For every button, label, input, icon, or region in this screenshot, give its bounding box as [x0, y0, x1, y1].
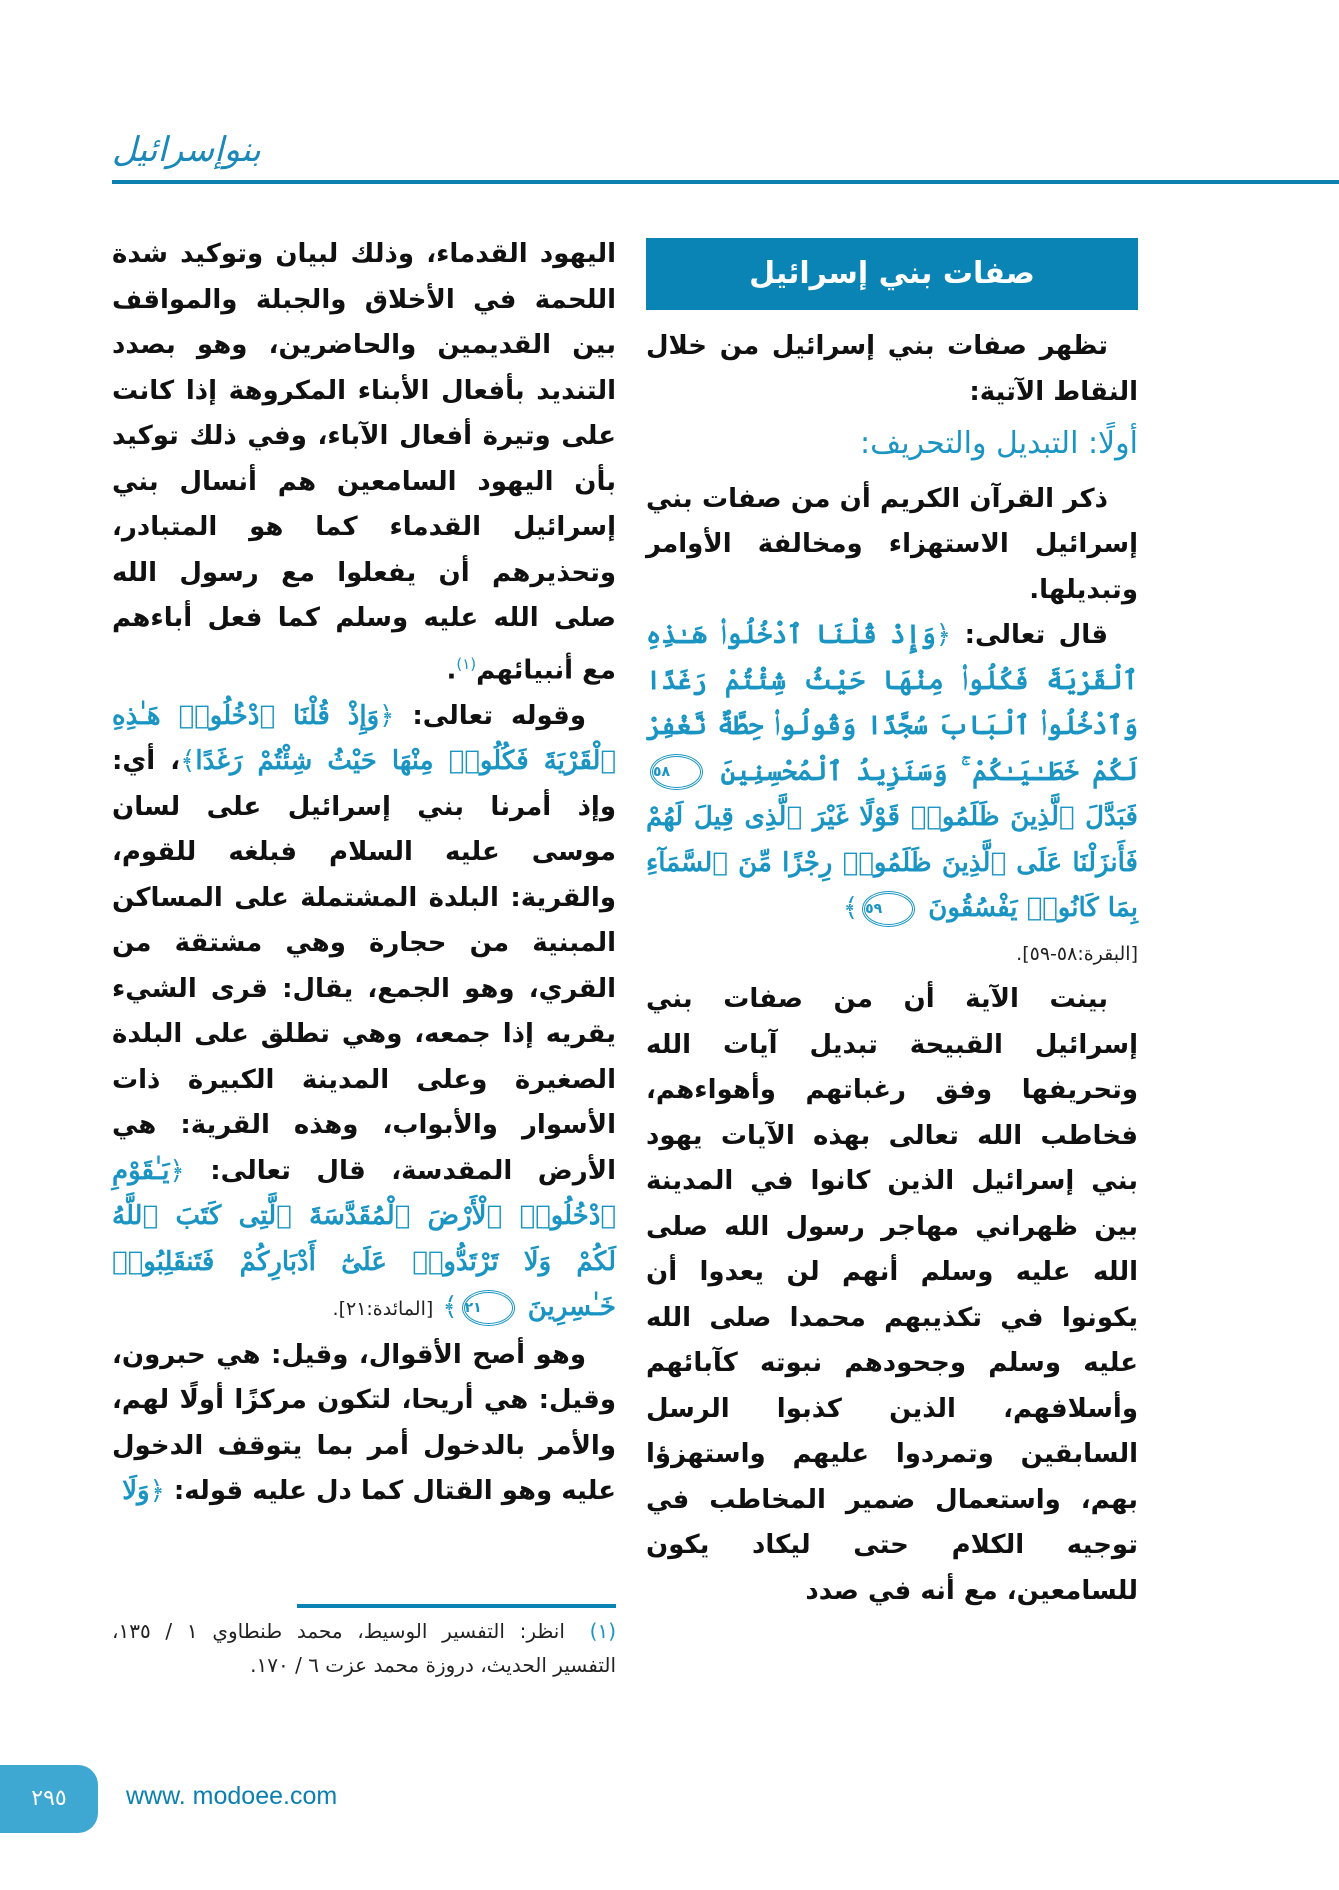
page-number: ٢٩٥ [0, 1765, 98, 1833]
quote-intro: وقوله تعالى: [412, 700, 586, 731]
paragraph: ذكر القرآن الكريم أن من صفات بني إسرائيل الاستهزاء ومخالفة الأوامر وتبديلها. [646, 483, 1138, 605]
quran-quote-block [646, 613, 1138, 932]
quran-open-bracket-icon: ﴿ [149, 1476, 165, 1507]
paragraph: بينت الآية أن من صفات بني إسرائيل القبيحة تبديل آيات الله وتحريفها وفق رغباتهم وأهواءهم، فخاطب الله تعالى بهذه الآيات يهود بني إسرائيل الذين كانوا في المدينة بين ظهراني مهاجر رسول الله صلى الله عليه وسلم أنهم لن يعدوا أن يكونوا في تكذيبهم محمدا صلى الله عليه وسلم وجحودهم نبوته كآبائهم وأسلافهم، الذين كذبوا الرسل السابقين وتمردوا عليهم واستهزؤا بهم، واستعمال ضمير المخاطب في توجيه الكلام حتى ليكاد يكون للسامعين، مع أنه في صدد [646, 984, 1138, 1606]
verse-reference: [المائدة:٢١]. [332, 1298, 434, 1321]
quran-close-bracket-icon: ﴾ [842, 893, 859, 923]
paragraph [112, 232, 616, 694]
quran-verse: وَإِذْ قُلْنَا ٱدْخُلُوا۟ هَـٰذِهِ ٱلْقَرْيَةَ فَكُلُوا۟ مِنْهَا حَيْثُ شِئْتُمْ رَغَدًا [112, 700, 616, 777]
subheading: أولًا: التبديل والتحريف: [860, 426, 1138, 461]
quran-open-bracket-icon: ﴿ [379, 700, 395, 731]
left-column [112, 232, 616, 1515]
ayah-number-marker: ٥٨ [650, 754, 703, 790]
quran-verse: يَـٰقَوْمِ ٱدْخُلُوا۟ ٱلْأَرْضَ ٱلْمُقَدَّسَةَ ٱلَّتِى كَتَبَ ٱللَّهُ لَكُمْ وَلَا تَرْتَدُّوا۟ عَلَىٰٓ أَدْبَارِكُمْ فَتَنقَلِبُوا۟ خَـٰسِرِينَ [112, 1155, 616, 1323]
quran-verse: وَإِذْ قُلْنَا ٱدْخُلُوا۟ هَـٰذِهِ ٱلْقَرْيَةَ فَكُلُوا۟ مِنْهَا حَيْثُ شِئْتُمْ رَغَدًا وَٱدْخُلُوا۟ ٱلْبَابَ سُجَّدًا وَقُولُوا۟ حِطَّةٌ نَّغْفِرْ لَكُمْ خَطَـٰيَـٰكُمْ ۚ وَسَنَزِيدُ ٱلْمُحْسِنِينَ [646, 620, 1139, 787]
footnote-reference[interactable]: (١) [456, 654, 477, 673]
quran-verse: فَبَدَّلَ ٱلَّذِينَ ظَلَمُوا۟ قَوْلًا غَيْرَ ٱلَّذِى قِيلَ لَهُمْ فَأَنزَلْنَا عَلَى ٱلَّذِينَ ظَلَمُوا۟ رِجْزًا مِّنَ ٱلسَّمَآءِ بِمَا كَانُوا۟ يَفْسُقُونَ [646, 802, 1138, 923]
website-link[interactable]: www. modoee.com [126, 1782, 338, 1810]
header-divider [112, 180, 1339, 184]
running-header-title: بنوإسرائيل [112, 130, 261, 170]
paragraph-end: . [446, 655, 457, 686]
right-column [646, 238, 1138, 1614]
verse-reference: [البقرة:٥٨-٥٩]. [1016, 942, 1138, 965]
paragraph-text: اليهود القدماء، وذلك لبيان وتوكيد شدة اللحمة في الأخلاق والجبلة والمواقف بين القديمين والحاضرين، وهو بصدد التنديد بأفعال الأبناء المكروهة إذا كانت على وتيرة أفعال الآباء، وفي ذلك توكيد بأن اليهود السامعين هم أنسال بني إسرائيل القدماء كما هو المتبادر، وتحذيرهم أن يفعلوا مع رسول الله صلى الله عليه وسلم كما فعل أباءهم مع أنبيائهم [112, 239, 616, 686]
ayah-number-marker: ٢١ [462, 1290, 515, 1326]
footnote-text: انظر: التفسير الوسيط، محمد طنطاوي ١ / ١٣٥، التفسير الحديث، دروزة محمد عزت ٦ / ١٧٠. [112, 1619, 616, 1677]
quran-open-bracket-icon: ﴿ [935, 620, 952, 650]
footnote-item [112, 1614, 616, 1682]
intro-paragraph: تظهر صفات بني إسرائيل من خلال النقاط الآتية: [646, 331, 1138, 407]
quran-open-bracket-icon: ﴿ [169, 1155, 185, 1186]
footnote-number: (١) [589, 1619, 617, 1643]
quote-intro: قال تعالى: [964, 620, 1108, 650]
quran-close-bracket-icon: ﴾ [442, 1292, 458, 1323]
ayah-number-marker: ٥٩ [862, 891, 915, 927]
quran-close-bracket-icon: ﴾ [180, 746, 196, 777]
footnotes [112, 1614, 616, 1682]
quran-verse: وَلَا [122, 1476, 150, 1507]
quran-quote-block [112, 694, 616, 1333]
paragraph [112, 1333, 616, 1515]
section-title: صفات بني إسرائيل [646, 238, 1138, 310]
paragraph-text: وهو أصح الأقوال، وقيل: هي حبرون، وقيل: هي أريحا، لتكون مركزًا أولًا لهم، والأمر بالدخول أمر بما يتوقف الدخول عليه وهو القتال كما دل عليه قوله: [112, 1339, 616, 1507]
footnote-divider [297, 1604, 616, 1608]
paragraph-text: ، أي: وإذ أمرنا بني إسرائيل على لسان موسى عليه السلام فبلغه للقوم، والقرية: البلدة المشتملة على المساكن المبنية من حجارة وهي مشتقة من القري، وهو الجمع، يقال: قرى الشيء يقريه إذا جمعه، وهي تطلق على البلدة الصغيرة وعلى المدينة الكبيرة ذات الأسوار والأبواب، وهذه القرية: هي الأرض المقدسة، قال تعالى: [112, 746, 616, 1186]
